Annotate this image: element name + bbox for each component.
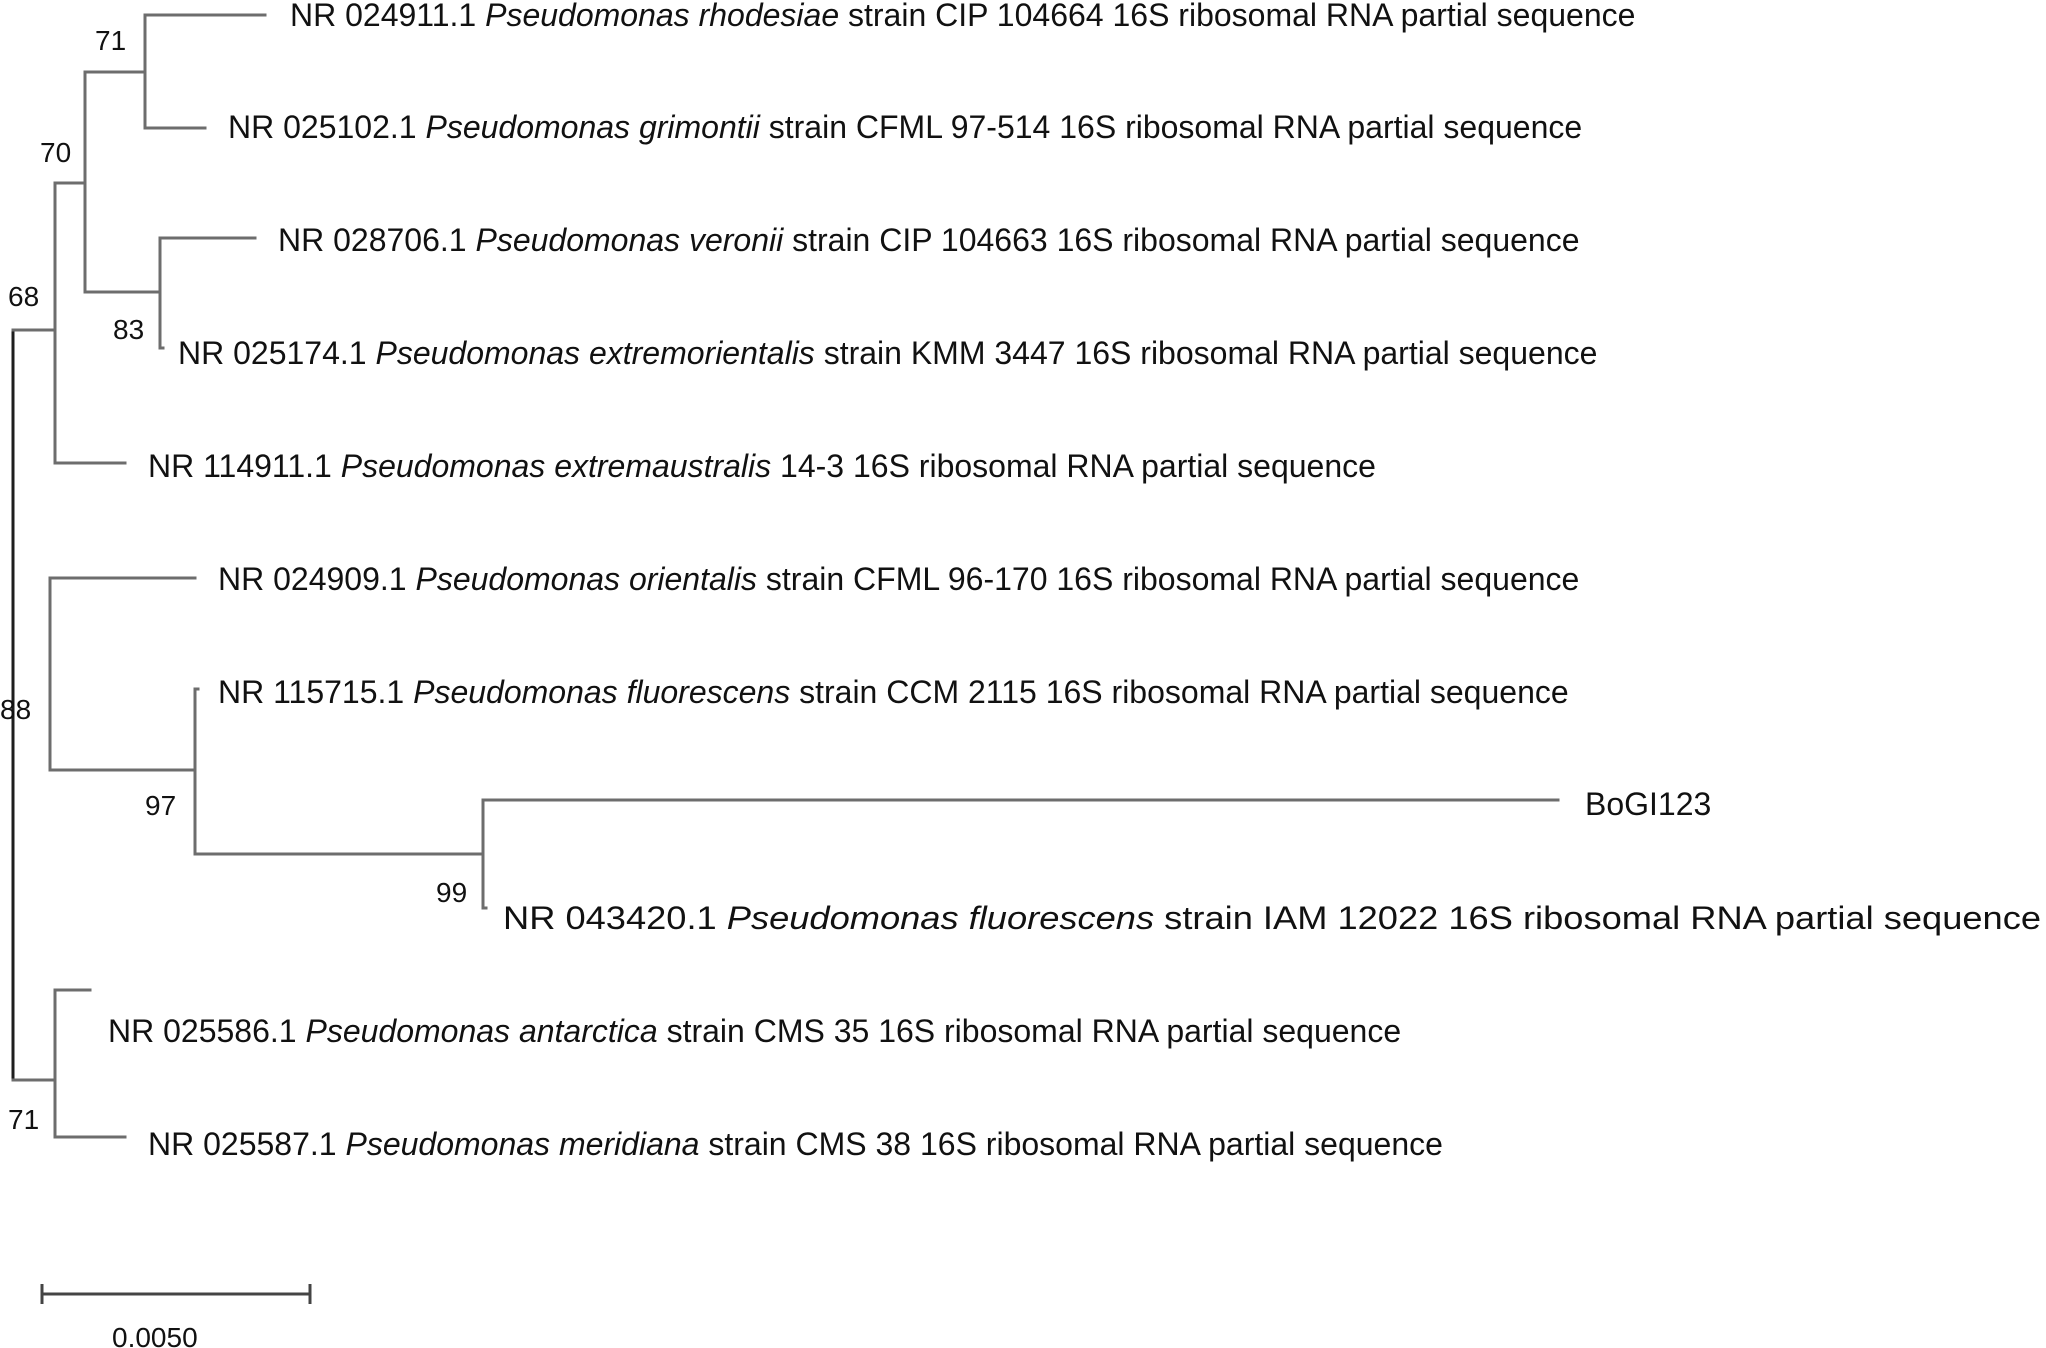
support-value: 68 bbox=[8, 281, 40, 312]
scale-bar-line bbox=[42, 1284, 310, 1304]
leaf-label: NR 114911.1 Pseudomonas extremaustralis 14-3 16S ribosomal RNA partial sequence bbox=[148, 448, 1376, 484]
leaf-label: NR 024911.1 Pseudomonas rhodesiae strain CIP 104664 16S ribosomal RNA partial sequence bbox=[290, 0, 1636, 33]
support-value: 97 bbox=[145, 790, 177, 821]
support-value: 71 bbox=[95, 25, 127, 56]
scale-bar bbox=[42, 1284, 310, 1348]
leaf-label: NR 025586.1 Pseudomonas antarctica strain CMS 35 16S ribosomal RNA partial sequence bbox=[108, 1013, 1402, 1049]
leaf-labels bbox=[108, 0, 2041, 1162]
leaf-label: NR 043420.1 Pseudomonas fluorescens strain IAM 12022 16S ribosomal RNA partial sequence bbox=[503, 900, 1937, 936]
support-value: 70 bbox=[40, 137, 72, 168]
support-value: 99 bbox=[436, 877, 468, 908]
leaf-label: NR 115715.1 Pseudomonas fluorescens strain CCM 2115 16S ribosomal RNA partial sequence bbox=[218, 674, 1569, 710]
support-value: 88 bbox=[0, 694, 32, 725]
support-value: 83 bbox=[113, 314, 145, 345]
scale-bar-label: 0.0050 bbox=[112, 1322, 198, 1348]
leaf-label: NR 028706.1 Pseudomonas veronii strain CIP 104663 16S ribosomal RNA partial sequence bbox=[278, 222, 1580, 258]
leaf-label: NR 025174.1 Pseudomonas extremorientalis strain KMM 3447 16S ribosomal RNA partial sequence bbox=[178, 335, 1598, 371]
leaf-label: BoGI123 bbox=[1585, 786, 1712, 822]
support-value: 71 bbox=[8, 1104, 40, 1135]
leaf-label: NR 025102.1 Pseudomonas grimontii strain CFML 97-514 16S ribosomal RNA partial sequence bbox=[228, 109, 1583, 145]
leaf-label: NR 025587.1 Pseudomonas meridiana strain CMS 38 16S ribosomal RNA partial sequence bbox=[148, 1126, 1443, 1162]
leaf-label: NR 024909.1 Pseudomonas orientalis strain CFML 96-170 16S ribosomal RNA partial sequence bbox=[218, 561, 1580, 597]
